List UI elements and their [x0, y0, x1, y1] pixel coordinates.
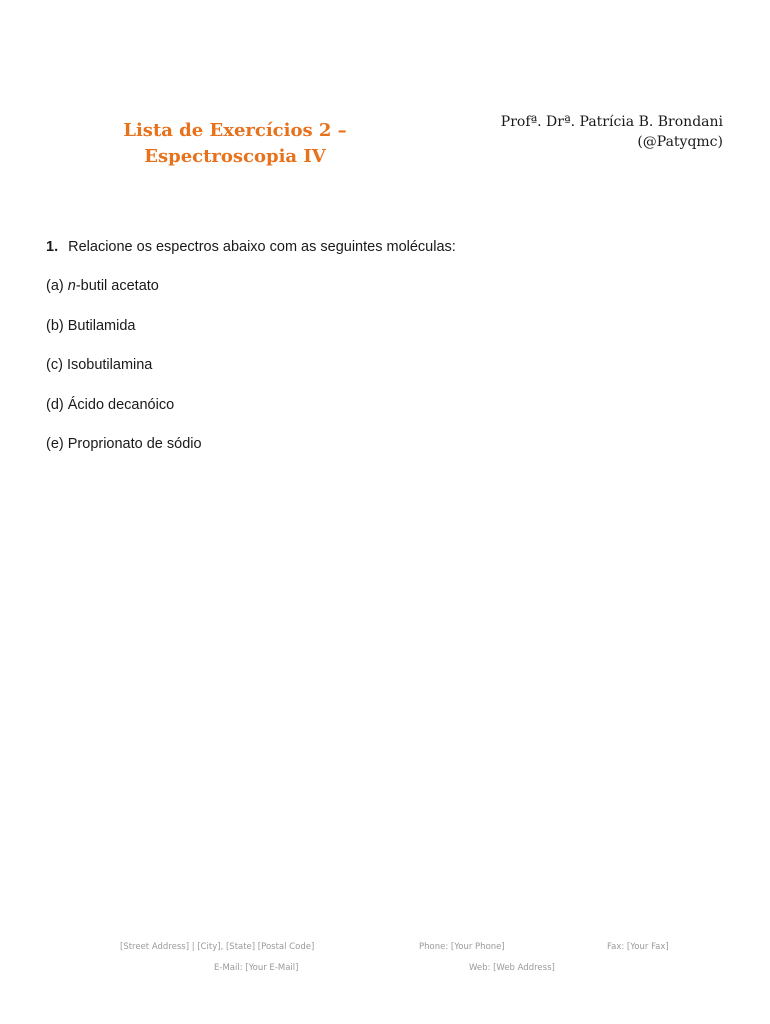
author-name: Profª. Drª. Patrícia B. Brondani: [500, 114, 723, 130]
footer-address: [Street Address] | [City], [State] [Postal Code]: [120, 942, 315, 952]
option-prefix: (c): [46, 357, 67, 373]
option-italic-text: n: [67, 278, 76, 294]
option-d: [46, 395, 202, 415]
answer-options-list: [46, 276, 202, 474]
option-prefix: (b): [46, 317, 68, 334]
document-title: [95, 118, 375, 170]
option-a: [46, 276, 202, 296]
author-block: [501, 112, 723, 152]
question-1: [46, 237, 456, 257]
footer-email: E-Mail: [Your E-Mail]: [214, 963, 299, 973]
option-c: [46, 355, 202, 375]
option-prefix: (e): [46, 436, 68, 452]
option-label: Butilamida: [67, 317, 136, 334]
question-number: 1.: [46, 239, 59, 255]
title-line-2: Espectroscopia IV: [144, 146, 326, 167]
question-text: Relacione os espectros abaixo com as seguintes moléculas:: [68, 239, 456, 255]
option-label: Ácido decanóico: [67, 396, 175, 413]
author-handle: (@Patyqmc): [637, 134, 723, 150]
footer-phone: Phone: [Your Phone]: [419, 942, 505, 952]
option-prefix: (a): [46, 278, 68, 294]
option-e: [46, 434, 202, 454]
footer-web: Web: [Web Address]: [469, 963, 555, 973]
title-line-1: Lista de Exercícios 2 –: [123, 120, 347, 141]
option-prefix: (d): [46, 396, 68, 413]
option-label: Proprionato de sódio: [67, 436, 202, 452]
option-b: [46, 316, 202, 336]
option-label: -butil acetato: [75, 278, 159, 294]
option-label: Isobutilamina: [66, 357, 153, 373]
footer-fax: Fax: [Your Fax]: [607, 942, 669, 952]
